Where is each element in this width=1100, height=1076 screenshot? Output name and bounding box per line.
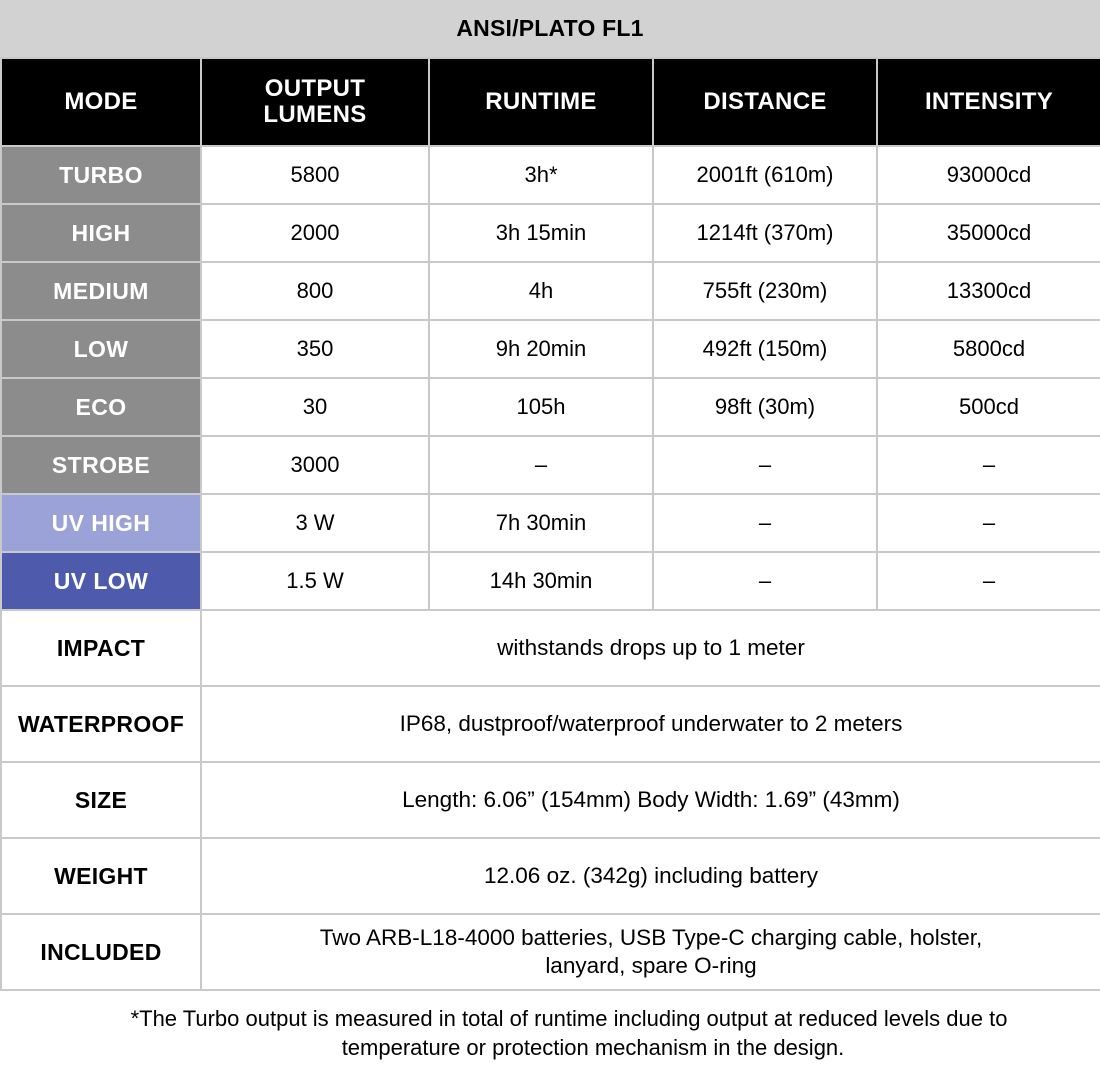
uv-high-runtime: 7h 30min — [429, 494, 653, 552]
feature-value-waterproof: IP68, dustproof/waterproof underwater to 2 meters — [201, 686, 1100, 762]
uv-high-distance: – — [653, 494, 877, 552]
eco-lumens: 30 — [201, 378, 429, 436]
column-header-intensity: INTENSITY — [877, 58, 1100, 146]
uv-low-intensity: – — [877, 552, 1100, 610]
low-lumens: 350 — [201, 320, 429, 378]
column-header-output-lumens-line1: OUTPUT — [264, 75, 366, 103]
table-row — [1, 204, 1100, 262]
mode-label-eco: ECO — [1, 378, 201, 436]
uv-high-intensity: – — [877, 494, 1100, 552]
high-intensity: 35000cd — [877, 204, 1100, 262]
table-row — [1, 762, 1100, 838]
turbo-intensity: 93000cd — [877, 146, 1100, 204]
medium-distance: 755ft (230m) — [653, 262, 877, 320]
column-header-output-lumens-line2: LUMENS — [263, 101, 367, 128]
eco-distance: 98ft (30m) — [653, 378, 877, 436]
column-header-runtime: RUNTIME — [429, 58, 653, 146]
low-runtime: 9h 20min — [429, 320, 653, 378]
table-row — [1, 494, 1100, 552]
specifications-table — [0, 57, 1100, 991]
column-header-mode: MODE — [1, 58, 201, 146]
uv-high-lumens: 3 W — [201, 494, 429, 552]
feature-label-impact: IMPACT — [1, 610, 201, 686]
high-runtime: 3h 15min — [429, 204, 653, 262]
strobe-distance: – — [653, 436, 877, 494]
uv-low-distance: – — [653, 552, 877, 610]
table-row — [1, 914, 1100, 990]
uv-low-runtime: 14h 30min — [429, 552, 653, 610]
mode-label-medium: MEDIUM — [1, 262, 201, 320]
medium-runtime: 4h — [429, 262, 653, 320]
feature-value-weight: 12.06 oz. (342g) including battery — [201, 838, 1100, 914]
footnote-line1: *The Turbo output is measured in total of runtime including output at reduced levels due to — [130, 1006, 1008, 1031]
high-lumens: 2000 — [201, 204, 429, 262]
mode-label-turbo: TURBO — [1, 146, 201, 204]
eco-intensity: 500cd — [877, 378, 1100, 436]
strobe-runtime: – — [429, 436, 653, 494]
strobe-intensity: – — [877, 436, 1100, 494]
low-distance: 492ft (150m) — [653, 320, 877, 378]
mode-label-low: LOW — [1, 320, 201, 378]
feature-value-impact: withstands drops up to 1 meter — [201, 610, 1100, 686]
footnote — [0, 991, 1100, 1062]
strobe-lumens: 3000 — [201, 436, 429, 494]
table-row — [1, 378, 1100, 436]
low-intensity: 5800cd — [877, 320, 1100, 378]
table-header-row — [1, 58, 1100, 146]
table-header — [1, 58, 1100, 146]
feature-label-waterproof: WATERPROOF — [1, 686, 201, 762]
table-row — [1, 838, 1100, 914]
table-body — [1, 146, 1100, 990]
sheet-title-text: ANSI/PLATO FL1 — [456, 15, 644, 41]
feature-value-included-line2: lanyard, spare O-ring — [545, 953, 757, 978]
eco-runtime: 105h — [429, 378, 653, 436]
column-header-distance: DISTANCE — [653, 58, 877, 146]
feature-value-included-line1: Two ARB-L18-4000 batteries, USB Type-C charging cable, holster, — [319, 924, 983, 950]
mode-label-strobe: STROBE — [1, 436, 201, 494]
table-row — [1, 320, 1100, 378]
high-distance: 1214ft (370m) — [653, 204, 877, 262]
medium-lumens: 800 — [201, 262, 429, 320]
column-header-output-lumens — [201, 58, 429, 146]
mode-label-high: HIGH — [1, 204, 201, 262]
turbo-runtime: 3h* — [429, 146, 653, 204]
uv-low-lumens: 1.5 W — [201, 552, 429, 610]
sheet-title — [0, 0, 1100, 57]
table-row — [1, 686, 1100, 762]
mode-label-uv-low: UV LOW — [1, 552, 201, 610]
feature-label-weight: WEIGHT — [1, 838, 201, 914]
feature-label-size: SIZE — [1, 762, 201, 838]
turbo-distance: 2001ft (610m) — [653, 146, 877, 204]
table-row — [1, 262, 1100, 320]
table-row — [1, 610, 1100, 686]
table-row — [1, 146, 1100, 204]
medium-intensity: 13300cd — [877, 262, 1100, 320]
mode-label-uv-high: UV HIGH — [1, 494, 201, 552]
turbo-lumens: 5800 — [201, 146, 429, 204]
feature-label-included: INCLUDED — [1, 914, 201, 990]
feature-value-size: Length: 6.06” (154mm) Body Width: 1.69” (43mm) — [201, 762, 1100, 838]
feature-value-included — [201, 914, 1100, 990]
table-row — [1, 552, 1100, 610]
footnote-line2: temperature or protection mechanism in the design. — [341, 1034, 845, 1060]
table-row — [1, 436, 1100, 494]
